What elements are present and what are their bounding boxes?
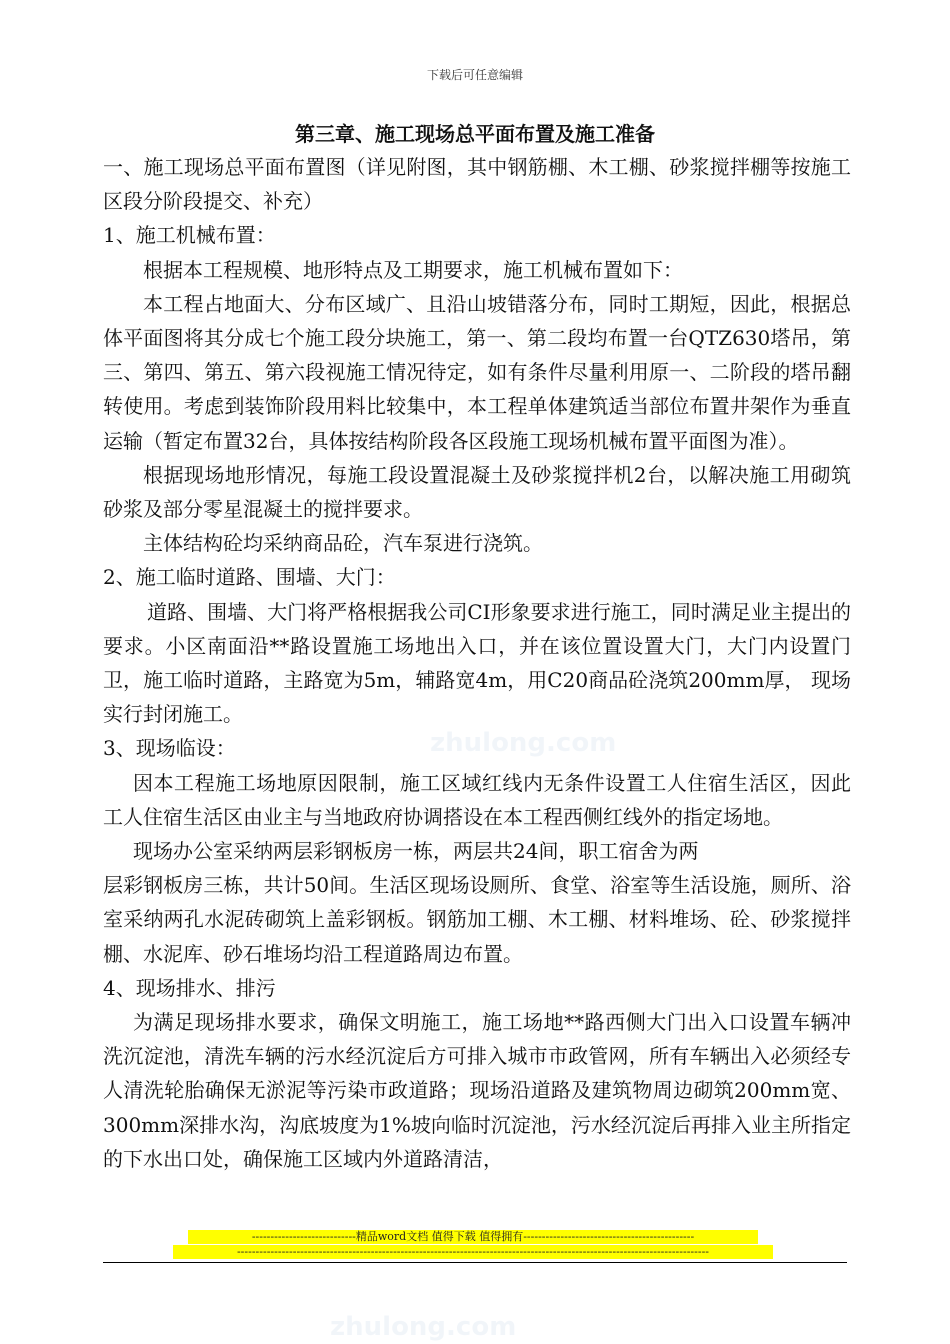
section-heading: 3、现场临设： bbox=[103, 736, 236, 761]
paragraph: 本工程占地面大、分布区域广、且沿山坡错落分布，同时工期短，因此，根据总体平面图将其分成七个施工段分块施工，第一、第二段均布置一台QTZ630塔吊，第三、第四、第五、第六段视施工情况待定，如有条件尽量利用原一、二阶段的塔吊翻转使用。考虑到装饰阶段用料比较集中，本工程单体建筑适当部位布置井架作为垂直运输（暂定布置32台，具体按结构阶段各区段施工现场机械布置平面图为准）。 bbox=[103, 291, 851, 453]
paragraph: 根据现场地形情况，每施工段设置混凝土及砂浆搅拌机2台，以解决施工用砌筑砂浆及部分零星混凝土的搅拌要求。 bbox=[103, 462, 851, 522]
section-heading: 4、现场排水、排污 bbox=[103, 975, 276, 1000]
section-heading: 1、施工机械布置： bbox=[103, 223, 276, 248]
header-note: 下载后可任意编辑 bbox=[426, 68, 523, 82]
section-heading: 2、施工临时道路、围墙、大门： bbox=[103, 565, 396, 590]
paragraph: 根据本工程规模、地形特点及工期要求，施工机械布置如下： bbox=[143, 257, 683, 282]
paragraph: 层彩钢板房三栋，共计50间。生活区现场设厕所、食堂、浴室等生活设施，厕所、浴室采纳两孔水泥砖砌筑上盖彩钢板。钢筋加工棚、木工棚、材料堆场、砼、砂浆搅拌棚、水泥库、砂石堆场均沿工程道路周边布置。 bbox=[103, 873, 851, 966]
paragraph: 现场办公室采纳两层彩钢板房一栋，两层共24间，职工宿舍为两 bbox=[133, 839, 699, 864]
document-body bbox=[103, 150, 851, 1176]
paragraph: 主体结构砼均采纳商品砼，汽车泵进行浇筑。 bbox=[143, 531, 543, 556]
paragraph: 为满足现场排水要求，确保文明施工，施工场地**路西侧大门出入口设置车辆冲洗沉淀池，清洗车辆的污水经沉淀后方可排入城市市政管网，所有车辆出入必须经专人清洗轮胎确保无淤泥等污染市政道路；现场沿道路及建筑物周边砌筑200mm宽、300mm深排水沟，沟底坡度为1%坡向临时沉淀池，污水经沉淀后再排入业主所指定的下水出口处，确保施工区域内外道路清洁， bbox=[103, 1010, 851, 1171]
paragraph: 道路、围墙、大门将严格根据我公司CI形象要求进行施工，同时满足业主提出的要求。小区南面沿**路设置施工场地出入口，并在该位置设置大门，大门内设置门卫，施工临时道路，主路宽为5m，辅路宽4m，用C20商品砼浇筑200mm厚， 现场实行封闭施工。 bbox=[103, 599, 851, 727]
watermark-text: zhulong.com bbox=[430, 728, 617, 758]
chapter-title: 第三章、施工现场总平面布置及施工准备 bbox=[295, 122, 655, 146]
watermark-text: zhulong.com bbox=[330, 1312, 517, 1342]
footer-dashes: ------------------------------------------------------------------------------------------------------------------------------- bbox=[173, 1245, 773, 1259]
footer-banner: ----------------------------精品word文档 值得下载 值得拥有---------------------------------------------- bbox=[188, 1230, 758, 1244]
paragraph: 因本工程施工场地原因限制，施工区域红线内无条件设置工人住宿生活区，因此工人住宿生活区由业主与当地政府协调搭设在本工程西侧红线外的指定场地。 bbox=[103, 770, 851, 829]
paragraph: 一、施工现场总平面布置图（详见附图，其中钢筋棚、木工棚、砂浆搅拌棚等按施工区段分阶段提交、补充） bbox=[103, 155, 851, 214]
footer-rule bbox=[103, 1262, 847, 1263]
